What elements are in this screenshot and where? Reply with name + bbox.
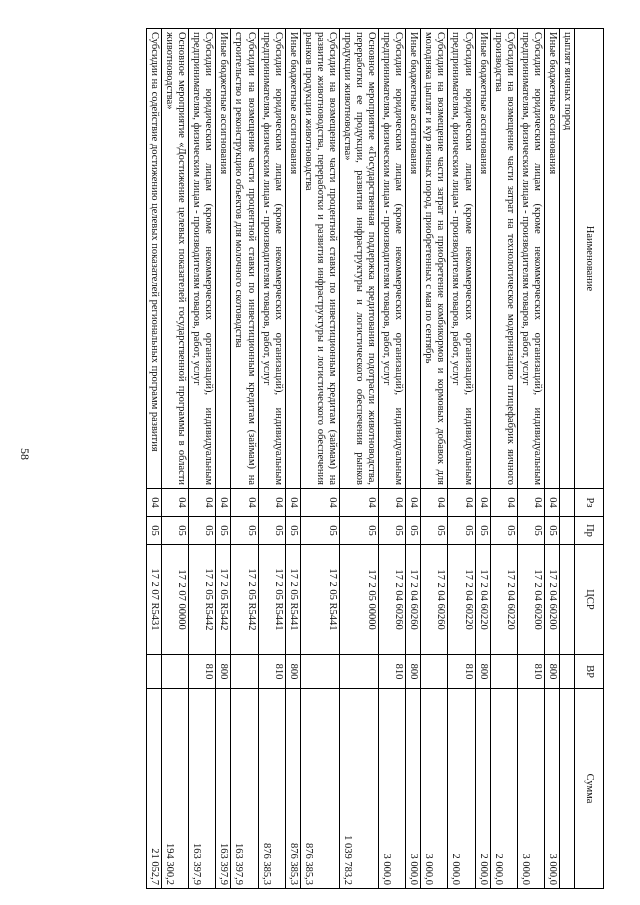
cell-vr: 810 — [448, 655, 475, 689]
cell-rz: 04 — [216, 489, 231, 517]
header-rz: Рз — [575, 489, 604, 517]
header-vr: ВР — [575, 655, 604, 689]
cell-csr: 17 2 07 00000 — [162, 545, 189, 655]
cell-csr: 17 2 05 00000 — [339, 545, 378, 655]
cell-pr — [559, 517, 574, 545]
cell-name: Иные бюджетные ассигнования — [285, 29, 300, 489]
cell-vr: 810 — [379, 655, 406, 689]
cell-name: Субсидии юридическим лицам (кроме некоммерческих организаций), индивидуальным предпринимателям, физическим лицам - производителям товаров, работ, услуг — [258, 29, 285, 489]
cell-sum: 3 000,0 — [517, 689, 544, 889]
table-row — [162, 29, 189, 889]
cell-name: Субсидии юридическим лицам (кроме некоммерческих организаций), индивидуальным предпринимателям, физическим лицам - производителям товаров, работ, услуг — [517, 29, 544, 489]
cell-sum: 3 000,0 — [421, 689, 448, 889]
cell-name: цыплят яичных пород — [559, 29, 574, 489]
table-row — [147, 29, 162, 889]
cell-rz: 04 — [189, 489, 216, 517]
table-row — [300, 29, 339, 889]
table-row — [490, 29, 517, 889]
cell-rz: 04 — [448, 489, 475, 517]
cell-vr: 800 — [285, 655, 300, 689]
cell-pr: 05 — [475, 517, 490, 545]
cell-csr: 17 2 05 R5441 — [258, 545, 285, 655]
cell-pr: 05 — [216, 517, 231, 545]
cell-sum — [559, 689, 574, 889]
cell-pr: 05 — [285, 517, 300, 545]
cell-pr: 05 — [339, 517, 378, 545]
cell-vr — [147, 655, 162, 689]
cell-rz: 04 — [517, 489, 544, 517]
header-name: Наименование — [575, 29, 604, 489]
cell-name: Субсидии на возмещение части затрат на приобретение комбикормов и кормовых добавок для молодняка цыплят и кур яичных пород, приобретенных с мая по сентябрь — [421, 29, 448, 489]
cell-csr: 17 2 04 60220 — [448, 545, 475, 655]
table-row — [544, 29, 559, 889]
cell-pr: 05 — [517, 517, 544, 545]
cell-rz: 04 — [379, 489, 406, 517]
cell-vr — [162, 655, 189, 689]
cell-pr: 05 — [189, 517, 216, 545]
cell-vr: 800 — [216, 655, 231, 689]
cell-csr: 17 2 05 R5442 — [231, 545, 258, 655]
cell-name: Основное мероприятие «Государственная поддержка кредитования подотрасли животноводства, переработки ее продукции, развития инфраструктуры и логистического обеспечения рынков продукции животноводства» — [339, 29, 378, 489]
cell-csr: 17 2 05 R5441 — [285, 545, 300, 655]
cell-sum: 163 397,9 — [189, 689, 216, 889]
table-row — [421, 29, 448, 889]
cell-rz — [559, 489, 574, 517]
cell-rz: 04 — [147, 489, 162, 517]
cell-sum: 2 000,0 — [475, 689, 490, 889]
cell-rz: 04 — [162, 489, 189, 517]
cell-sum: 876 385,3 — [300, 689, 339, 889]
cell-sum: 2 000,0 — [490, 689, 517, 889]
cell-name: Иные бюджетные ассигнования — [544, 29, 559, 489]
cell-vr: 800 — [475, 655, 490, 689]
cell-csr: 17 2 07 R5431 — [147, 545, 162, 655]
cell-vr — [490, 655, 517, 689]
cell-name: Иные бюджетные ассигнования — [216, 29, 231, 489]
header-sum: Сумма — [575, 689, 604, 889]
table-row — [339, 29, 378, 889]
cell-sum: 194 300,2 — [162, 689, 189, 889]
cell-name: Иные бюджетные ассигнования — [406, 29, 421, 489]
cell-rz: 04 — [258, 489, 285, 517]
cell-rz: 04 — [406, 489, 421, 517]
cell-vr: 810 — [258, 655, 285, 689]
cell-sum: 3 000,0 — [544, 689, 559, 889]
cell-name: Субсидии юридическим лицам (кроме некоммерческих организаций), индивидуальным предпринимателям, физическим лицам - производителям товаров, работ, услуг — [379, 29, 406, 489]
header-pr: Пр — [575, 517, 604, 545]
cell-name: Субсидии на возмещение части затрат на технологическое модернизацию птицефабрик яичного производства — [490, 29, 517, 489]
cell-vr — [421, 655, 448, 689]
cell-csr: 17 2 04 60260 — [406, 545, 421, 655]
cell-name: Иные бюджетные ассигнования — [475, 29, 490, 489]
table-row — [517, 29, 544, 889]
cell-csr: 17 2 05 R5442 — [189, 545, 216, 655]
cell-csr: 17 2 04 60260 — [379, 545, 406, 655]
cell-csr: 17 2 04 60200 — [544, 545, 559, 655]
cell-name: Субсидии на возмещение части процентной ставки по инвестиционным кредитам (займам) на строительство и реконструкцию объектов для молочного скотоводства — [231, 29, 258, 489]
cell-pr: 05 — [379, 517, 406, 545]
cell-vr — [300, 655, 339, 689]
table-row — [231, 29, 258, 889]
cell-pr: 05 — [406, 517, 421, 545]
cell-csr: 17 2 04 60220 — [475, 545, 490, 655]
page-number: 58 — [18, 448, 32, 460]
cell-rz: 04 — [490, 489, 517, 517]
cell-csr: 17 2 05 R5442 — [216, 545, 231, 655]
cell-sum: 3 000,0 — [406, 689, 421, 889]
cell-vr: 800 — [544, 655, 559, 689]
table-row — [189, 29, 216, 889]
table-row — [258, 29, 285, 889]
table-row — [448, 29, 475, 889]
cell-sum: 163 397,9 — [216, 689, 231, 889]
table-row — [559, 29, 574, 889]
cell-pr: 05 — [258, 517, 285, 545]
cell-sum: 21 052,7 — [147, 689, 162, 889]
cell-rz: 04 — [421, 489, 448, 517]
cell-vr — [559, 655, 574, 689]
cell-rz: 04 — [544, 489, 559, 517]
table-header-row — [575, 29, 604, 889]
cell-csr: 17 2 04 60220 — [490, 545, 517, 655]
cell-rz: 04 — [285, 489, 300, 517]
cell-rz: 04 — [339, 489, 378, 517]
cell-pr: 05 — [544, 517, 559, 545]
cell-pr: 05 — [147, 517, 162, 545]
cell-rz: 04 — [475, 489, 490, 517]
cell-pr: 05 — [421, 517, 448, 545]
table-row — [216, 29, 231, 889]
table-body — [147, 29, 575, 889]
cell-name: Субсидии на содействие достижению целевых показателей региональных программ развития — [147, 29, 162, 489]
cell-vr: 810 — [189, 655, 216, 689]
cell-sum: 1 039 783,2 — [339, 689, 378, 889]
cell-vr — [231, 655, 258, 689]
cell-csr: 17 2 04 60260 — [421, 545, 448, 655]
cell-csr — [559, 545, 574, 655]
cell-pr: 05 — [448, 517, 475, 545]
cell-csr: 17 2 05 R5441 — [300, 545, 339, 655]
cell-pr: 05 — [490, 517, 517, 545]
cell-name: Субсидии на возмещение части процентной ставки по инвестиционным кредитам (займам) на развитие животноводства, переработки и развития инфраструктуры и логистического обеспечения рынков продукции животноводства — [300, 29, 339, 489]
table-row — [475, 29, 490, 889]
table-row — [379, 29, 406, 889]
table-row — [285, 29, 300, 889]
cell-csr: 17 2 04 60200 — [517, 545, 544, 655]
cell-pr: 05 — [231, 517, 258, 545]
cell-sum: 3 000,0 — [379, 689, 406, 889]
cell-vr: 810 — [517, 655, 544, 689]
cell-name: Субсидии юридическим лицам (кроме некоммерческих организаций), индивидуальным предпринимателям, физическим лицам - производителям товаров, работ, услуг — [189, 29, 216, 489]
cell-sum: 2 000,0 — [448, 689, 475, 889]
cell-sum: 876 385,3 — [285, 689, 300, 889]
cell-sum: 163 397,9 — [231, 689, 258, 889]
cell-name: Субсидии юридическим лицам (кроме некоммерческих организаций), индивидуальным предпринимателям, физическим лицам - производителям товаров, работ, услуг — [448, 29, 475, 489]
rotated-page-content — [64, 28, 604, 888]
cell-vr: 800 — [406, 655, 421, 689]
cell-name: Основное мероприятие «Достижение целевых показателей государственной программы в области животноводства» — [162, 29, 189, 489]
budget-table — [146, 28, 604, 889]
cell-rz: 04 — [231, 489, 258, 517]
cell-sum: 876 385,3 — [258, 689, 285, 889]
cell-pr: 05 — [300, 517, 339, 545]
cell-vr — [339, 655, 378, 689]
cell-pr: 05 — [162, 517, 189, 545]
header-csr: ЦСР — [575, 545, 604, 655]
table-row — [406, 29, 421, 889]
cell-rz: 04 — [300, 489, 339, 517]
